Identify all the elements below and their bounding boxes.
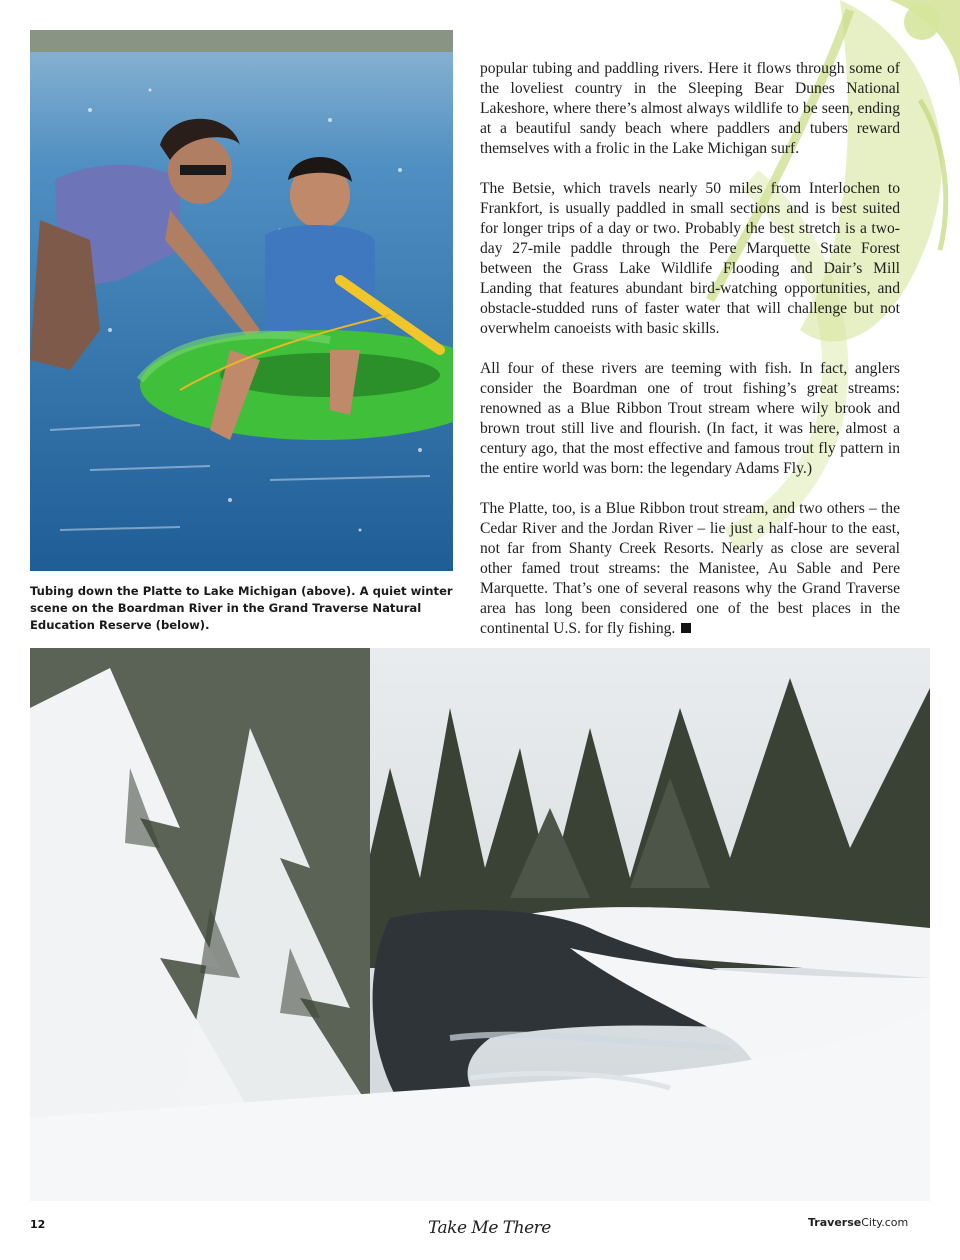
- page-number: 12: [30, 1218, 46, 1231]
- footer-site-bold: Traverse: [808, 1216, 862, 1229]
- tubing-photo: [30, 30, 453, 571]
- footer-website: [808, 1216, 908, 1229]
- article-paragraph-text: The Platte, too, is a Blue Ribbon trout stream, and two others – the Cedar River and the Jordan River – lie just a half-hour to the east, not far from Shanty Creek Resorts. Nearly as close are several other famed trout streams: the Manistee, Au Sable and Pere Marquette. That’s one of several reasons why the Grand Traverse area has long been considered one of the best places in the continental U.S. for fly fishing.: [480, 500, 900, 637]
- footer-tagline: Take Me There: [428, 1218, 551, 1238]
- article-paragraph-last: [480, 499, 900, 639]
- end-of-article-mark: [681, 623, 691, 633]
- article-paragraph: The Betsie, which travels nearly 50 miles from Interlochen to Frankfort, is usually paddled in small sections and is best suited for longer trips of a day or two. Probably the best stretch is a two-day 27-mile paddle through the Pere Marquette State Forest between the Grass Lake Wildlife Flooding and Dair’s Mill Landing that features abundant bird-watching opportunities, and obstacle-studded runs of faster water that will challenge but not overwhelm canoeists with basic skills.: [480, 180, 900, 337]
- footer-site-rest: City.com: [861, 1216, 909, 1229]
- article-body: [480, 59, 900, 659]
- photo-caption: Tubing down the Platte to Lake Michigan (above). A quiet winter scene on the Boardman River in the Grand Traverse Natural Education Reserve (below).: [30, 584, 453, 632]
- article-paragraph: All four of these rivers are teeming with fish. In fact, anglers consider the Boardman one of trout fishing’s great streams: renowned as a Blue Ribbon Trout stream where wily brook and brown trout still live and flourish. (In fact, it was here, almost a century ago, that the most effective and famous trout fly pattern in the entire world was born: the legendary Adams Fly.): [480, 360, 900, 477]
- article-paragraph: popular tubing and paddling rivers. Here it flows through some of the loveliest country in the Sleeping Bear Dunes National Lakeshore, where there’s almost always wildlife to be seen, ending at a beautiful sandy beach where paddlers and tubers reward themselves with a frolic in the Lake Michigan surf.: [480, 60, 900, 157]
- snowy-river-photo: [30, 648, 930, 1201]
